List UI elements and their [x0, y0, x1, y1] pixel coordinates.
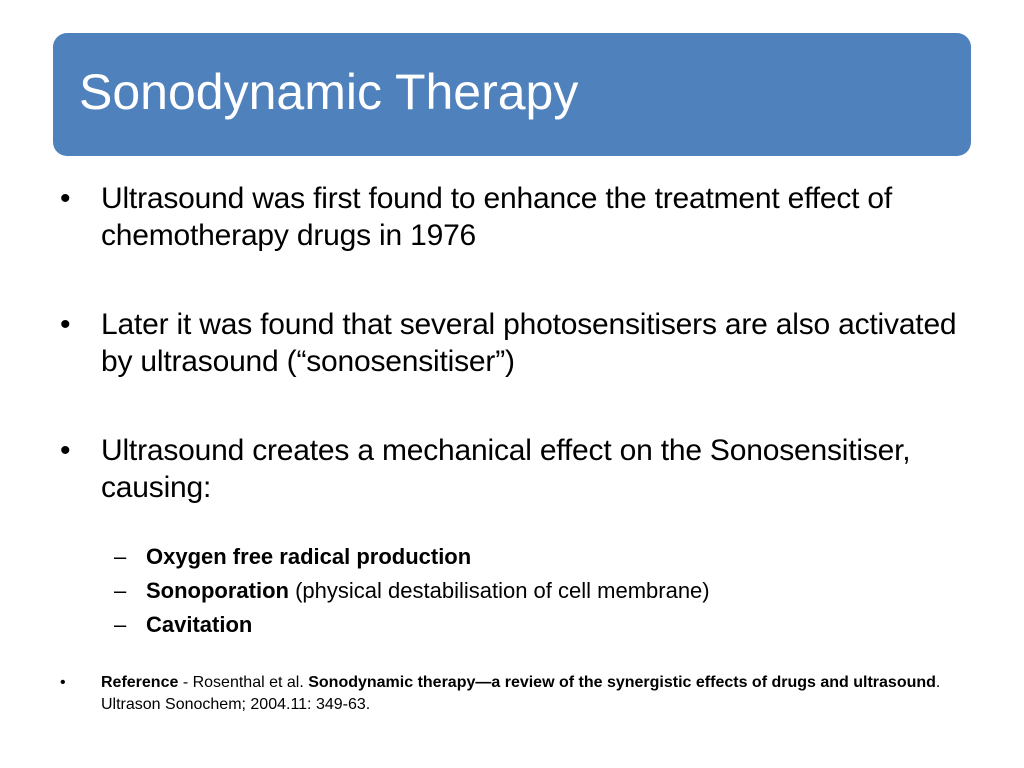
reference-authors: - Rosenthal et al.: [178, 674, 309, 691]
reference-article-title: Sonodynamic therapy—a review of the synergistic effects of drugs and ultrasound: [308, 674, 936, 691]
sub-bullet-item: [60, 574, 980, 608]
bullet-dot: •: [60, 182, 71, 215]
bullet-dot: •: [60, 434, 71, 467]
bullet-item: [60, 432, 980, 506]
reference-label: Reference: [101, 674, 179, 691]
sub-bullet-text: (physical destabilisation of cell membrane): [288, 578, 710, 603]
sub-bullet-bold: Sonoporation: [146, 578, 289, 603]
bullet-text: Ultrasound creates a mechanical effect on the Sonosensitiser, causing:: [101, 434, 911, 504]
bullet-dot: •: [60, 674, 66, 691]
sub-bullet-bold: Cavitation: [146, 612, 253, 637]
bullet-text: Ultrasound was first found to enhance the treatment effect of chemotherapy drugs in 1976: [101, 182, 893, 252]
bullet-text: Later it was found that several photosensitisers are also activated by ultrasound (“sonosensitiser”): [101, 308, 957, 378]
reference-item: [60, 672, 980, 716]
slide-title: Sonodynamic Therapy: [79, 63, 579, 120]
bullet-item: [60, 180, 980, 254]
dash-marker: –: [114, 612, 127, 637]
slide-content: [60, 180, 980, 716]
title-bar: [53, 33, 971, 156]
sub-bullet-list: [60, 540, 980, 642]
reference-citation: . Ultrason Sonochem; 2004.11: 349-63.: [101, 674, 941, 713]
dash-marker: –: [114, 578, 127, 603]
sub-bullet-item: [60, 608, 980, 642]
sub-bullet-item: [60, 540, 980, 574]
dash-marker: –: [114, 544, 127, 569]
sub-bullet-bold: Oxygen free radical production: [146, 544, 472, 569]
bullet-item: [60, 306, 980, 380]
bullet-dot: •: [60, 308, 71, 341]
